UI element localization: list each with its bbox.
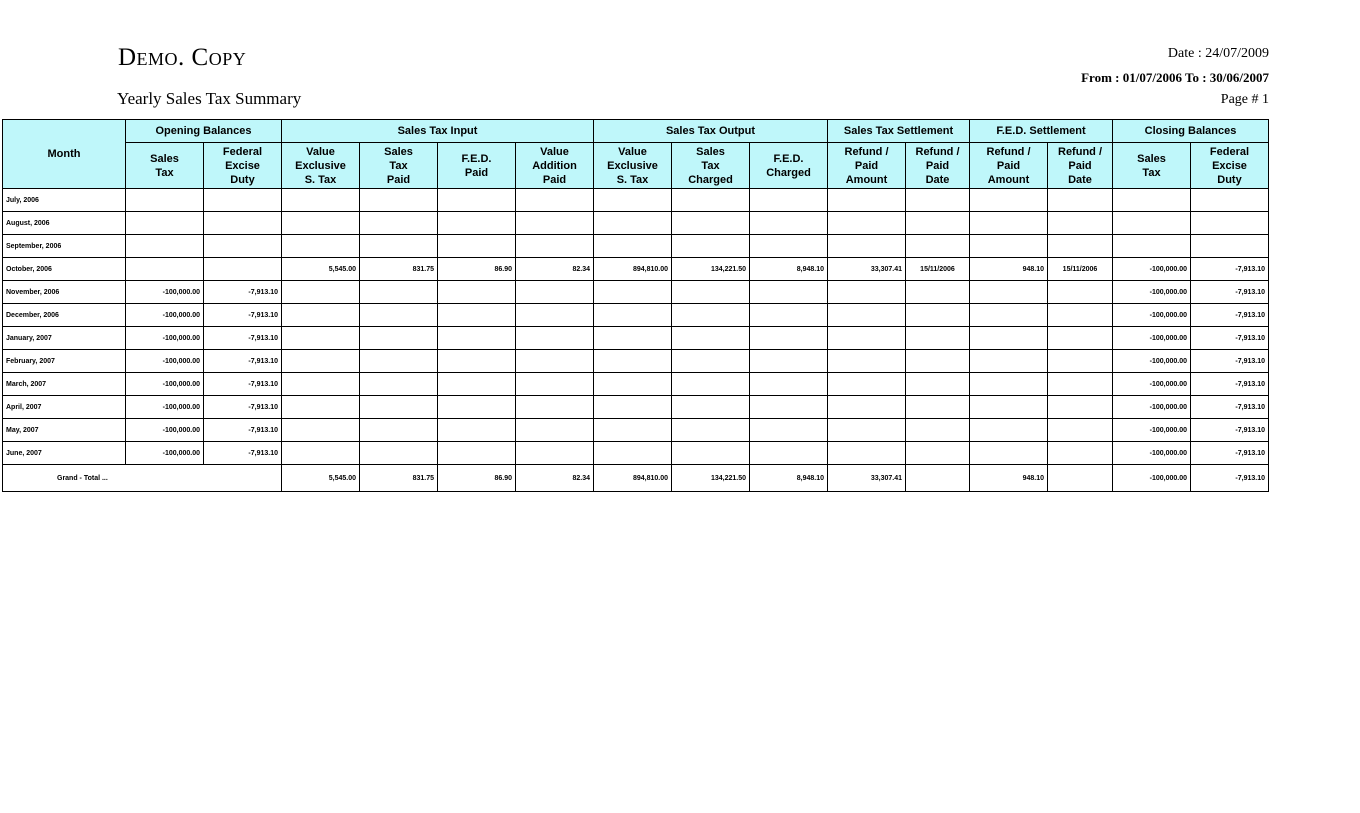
value-cell [516,304,594,327]
value-cell: -100,000.00 [1113,442,1191,465]
sub-header-line: Refund / [915,145,960,158]
value-cell: -100,000.00 [1113,350,1191,373]
value-cell [594,373,672,396]
value-cell [672,189,750,212]
sales-tax-settlement-header: Sales Tax Settlement [828,120,970,143]
sub-header-line: Tax [155,166,174,179]
value-cell [750,350,828,373]
company-name: Demo. Copy [118,44,247,71]
group-header-row [3,120,1269,143]
sub-header-cell [970,143,1048,189]
value-cell [750,281,828,304]
sub-header-cell [1113,143,1191,189]
value-cell [750,212,828,235]
value-cell [438,189,516,212]
value-cell [282,396,360,419]
table-row [3,281,1269,304]
table-row [3,442,1269,465]
sub-header-line: S. Tax [616,173,649,186]
value-cell [672,212,750,235]
value-cell [204,212,282,235]
month-cell: August, 2006 [3,212,126,235]
value-cell [126,189,204,212]
value-cell [360,396,438,419]
sub-header-cell [204,143,282,189]
value-cell [438,212,516,235]
sub-header-cell [906,143,970,189]
value-cell [126,212,204,235]
sub-header-line: Amount [987,173,1030,186]
value-cell: 86.90 [438,258,516,281]
value-cell [970,350,1048,373]
sub-header-line: Amount [845,173,888,186]
sub-header-line: Refund / [1058,145,1102,158]
month-cell: December, 2006 [3,304,126,327]
sub-header-cell [1048,143,1113,189]
report-period: From : 01/07/2006 To : 30/06/2007 [1081,70,1269,85]
value-cell: -7,913.10 [1191,350,1269,373]
sales-tax-input-header: Sales Tax Input [282,120,594,143]
total-value-cell: 948.10 [970,465,1048,492]
value-cell: 8,948.10 [750,258,828,281]
grand-total-label: Grand - Total ... [3,465,282,492]
value-cell: -7,913.10 [1191,396,1269,419]
sub-header-line: Excise [225,159,260,172]
value-cell [1048,396,1113,419]
value-cell [360,235,438,258]
value-cell: -7,913.10 [204,419,282,442]
sub-header-line: Paid [386,173,411,186]
value-cell [672,396,750,419]
value-cell [516,327,594,350]
table-row [3,258,1269,281]
table-row [3,350,1269,373]
value-cell: -7,913.10 [1191,442,1269,465]
value-cell [360,304,438,327]
value-cell [1048,235,1113,258]
value-cell [1191,189,1269,212]
sub-header-line: Tax [701,159,720,172]
value-cell [282,212,360,235]
sub-header-line: Charged [766,166,811,179]
value-cell [828,327,906,350]
value-cell [1048,442,1113,465]
value-cell [204,235,282,258]
table-row [3,373,1269,396]
value-cell [594,350,672,373]
value-cell: -7,913.10 [204,327,282,350]
value-cell: -100,000.00 [1113,396,1191,419]
sub-header-cell [828,143,906,189]
value-cell [828,235,906,258]
month-cell: May, 2007 [3,419,126,442]
value-cell [204,189,282,212]
value-cell [594,189,672,212]
value-cell [970,235,1048,258]
value-cell: -7,913.10 [204,442,282,465]
value-cell [750,304,828,327]
sub-header-line: F.E.D. [773,152,804,165]
value-cell [672,442,750,465]
value-cell [970,281,1048,304]
value-cell [516,212,594,235]
total-value-cell: 82.34 [516,465,594,492]
sub-header-line: Date [925,173,950,186]
value-cell [360,373,438,396]
value-cell [750,419,828,442]
value-cell [438,373,516,396]
value-cell: -100,000.00 [126,419,204,442]
value-cell [828,396,906,419]
value-cell [594,304,672,327]
value-cell [438,281,516,304]
value-cell [360,442,438,465]
report-title: Yearly Sales Tax Summary [117,89,302,108]
month-cell: January, 2007 [3,327,126,350]
table-row [3,327,1269,350]
value-cell [970,396,1048,419]
closing-balances-header: Closing Balances [1113,120,1269,143]
total-value-cell [1048,465,1113,492]
sub-header-line: Date [1068,173,1092,186]
total-value-cell: 33,307.41 [828,465,906,492]
sub-header-line: Value [618,145,647,158]
value-cell [438,304,516,327]
month-cell: October, 2006 [3,258,126,281]
value-cell: -7,913.10 [204,350,282,373]
value-cell [282,373,360,396]
total-value-cell: 134,221.50 [672,465,750,492]
sub-header-line: Paid [925,159,950,172]
sub-header-line: F.E.D. [461,152,492,165]
total-value-cell: 8,948.10 [750,465,828,492]
value-cell [828,212,906,235]
sub-header-line: Paid [464,166,489,179]
fed-settlement-header: F.E.D. Settlement [970,120,1113,143]
total-value-cell: 894,810.00 [594,465,672,492]
value-cell [360,327,438,350]
value-cell [970,189,1048,212]
value-cell: -7,913.10 [1191,304,1269,327]
value-cell [594,212,672,235]
value-cell: -7,913.10 [1191,281,1269,304]
sub-header-line: Refund / [844,145,889,158]
value-cell: -100,000.00 [126,304,204,327]
value-cell: -100,000.00 [1113,258,1191,281]
value-cell [282,419,360,442]
value-cell [828,373,906,396]
opening-balances-header: Opening Balances [126,120,282,143]
total-value-cell: 5,545.00 [282,465,360,492]
value-cell [906,396,970,419]
value-cell [1048,281,1113,304]
value-cell [1048,373,1113,396]
value-cell: -7,913.10 [1191,258,1269,281]
value-cell [126,235,204,258]
value-cell [282,442,360,465]
value-cell [906,235,970,258]
sub-header-line: Charged [688,173,733,186]
value-cell [438,235,516,258]
value-cell [750,442,828,465]
value-cell [1113,189,1191,212]
value-cell [906,327,970,350]
value-cell: -100,000.00 [126,396,204,419]
value-cell [906,350,970,373]
sub-header-line: Paid [996,159,1021,172]
value-cell: -7,913.10 [1191,373,1269,396]
value-cell: 5,545.00 [282,258,360,281]
sub-header-line: Sales [150,152,179,165]
value-cell: -100,000.00 [1113,373,1191,396]
value-cell: -100,000.00 [126,281,204,304]
sub-header-line: Paid [1068,159,1092,172]
value-cell [594,327,672,350]
value-cell [1048,327,1113,350]
value-cell [594,442,672,465]
value-cell [438,419,516,442]
sub-header-line: Exclusive [295,159,346,172]
value-cell [906,419,970,442]
sub-header-cell [594,143,672,189]
value-cell [360,212,438,235]
value-cell: -100,000.00 [126,327,204,350]
value-cell [1191,212,1269,235]
value-cell: 831.75 [360,258,438,281]
table-row [3,396,1269,419]
month-cell: November, 2006 [3,281,126,304]
sub-header-cell [282,143,360,189]
value-cell: 82.34 [516,258,594,281]
value-cell [906,442,970,465]
value-cell: -100,000.00 [126,373,204,396]
value-cell: -100,000.00 [1113,419,1191,442]
sub-header-line: Paid [854,159,879,172]
sub-header-line: Value [540,145,569,158]
sub-header-cell [360,143,438,189]
value-cell [438,442,516,465]
value-cell [516,419,594,442]
value-cell [970,212,1048,235]
month-cell: June, 2007 [3,442,126,465]
value-cell [516,442,594,465]
value-cell [750,235,828,258]
sub-header-cell [516,143,594,189]
sales-tax-output-header: Sales Tax Output [594,120,828,143]
sub-header-line: Refund / [986,145,1031,158]
page-number: Page # 1 [1220,92,1269,107]
value-cell [672,304,750,327]
value-cell: -100,000.00 [126,350,204,373]
sub-header-line: Duty [230,173,255,186]
value-cell [970,327,1048,350]
value-cell [516,373,594,396]
value-cell: -7,913.10 [204,373,282,396]
sub-header-line: Duty [1217,173,1242,186]
value-cell [594,235,672,258]
report-date: Date : 24/07/2009 [1167,46,1269,61]
sub-header-cell [438,143,516,189]
value-cell [516,281,594,304]
value-cell [672,235,750,258]
month-cell: July, 2006 [3,189,126,212]
sub-header-cell [672,143,750,189]
sub-header-line: Paid [542,173,567,186]
value-cell [438,396,516,419]
value-cell: -7,913.10 [204,396,282,419]
value-cell: -7,913.10 [1191,419,1269,442]
value-cell [906,212,970,235]
value-cell [1048,212,1113,235]
value-cell [672,419,750,442]
value-cell: -7,913.10 [204,304,282,327]
sub-header-line: Federal [1209,145,1250,158]
value-cell: 894,810.00 [594,258,672,281]
value-cell [906,189,970,212]
value-cell: 15/11/2006 [1048,258,1113,281]
value-cell [594,281,672,304]
value-cell [1113,212,1191,235]
month-cell: March, 2007 [3,373,126,396]
value-cell [828,419,906,442]
sub-header-line: Value [306,145,335,158]
value-cell [360,281,438,304]
value-cell [970,373,1048,396]
sub-header-row [3,143,1269,189]
value-cell [282,189,360,212]
value-cell [750,373,828,396]
sales-tax-summary-table [2,119,1269,492]
value-cell [672,373,750,396]
value-cell: -100,000.00 [126,442,204,465]
value-cell [516,396,594,419]
value-cell [282,350,360,373]
sub-header-cell [750,143,828,189]
total-value-cell [906,465,970,492]
value-cell [828,442,906,465]
table-row [3,212,1269,235]
total-value-cell: 831.75 [360,465,438,492]
value-cell [594,419,672,442]
table-row [3,189,1269,212]
value-cell [282,327,360,350]
value-cell [360,350,438,373]
value-cell [970,304,1048,327]
sub-header-line: Sales [696,145,725,158]
value-cell [1048,189,1113,212]
value-cell [360,419,438,442]
value-cell [1113,235,1191,258]
value-cell [360,189,438,212]
value-cell [282,304,360,327]
value-cell: 33,307.41 [828,258,906,281]
value-cell [282,235,360,258]
value-cell: 948.10 [970,258,1048,281]
value-cell: -7,913.10 [204,281,282,304]
value-cell [970,442,1048,465]
value-cell [750,327,828,350]
sub-header-line: Exclusive [607,159,658,172]
value-cell [126,258,204,281]
sub-header-line: Excise [1212,159,1247,172]
sub-header-cell [1191,143,1269,189]
table-row [3,235,1269,258]
table-row [3,304,1269,327]
sub-header-line: Addition [532,159,577,172]
month-column-header: Month [3,120,126,189]
value-cell [750,396,828,419]
value-cell: -100,000.00 [1113,327,1191,350]
month-cell: April, 2007 [3,396,126,419]
value-cell [906,304,970,327]
value-cell [204,258,282,281]
table-row [3,419,1269,442]
value-cell [282,281,360,304]
value-cell: 15/11/2006 [906,258,970,281]
total-value-cell: 86.90 [438,465,516,492]
value-cell: -100,000.00 [1113,281,1191,304]
total-value-cell: -7,913.10 [1191,465,1269,492]
value-cell: -100,000.00 [1113,304,1191,327]
value-cell [516,350,594,373]
month-cell: September, 2006 [3,235,126,258]
value-cell [516,189,594,212]
grand-total-row [3,465,1269,492]
month-cell: February, 2007 [3,350,126,373]
value-cell [672,350,750,373]
value-cell [828,304,906,327]
sub-header-line: S. Tax [304,173,337,186]
value-cell [1191,235,1269,258]
value-cell: 134,221.50 [672,258,750,281]
sub-header-line: Tax [1142,166,1161,179]
value-cell [672,327,750,350]
sub-header-line: Federal [222,145,263,158]
value-cell [1048,419,1113,442]
value-cell [516,235,594,258]
sub-header-line: Tax [389,159,408,172]
sub-header-cell [126,143,204,189]
value-cell [438,350,516,373]
value-cell [906,373,970,396]
value-cell [1048,350,1113,373]
value-cell: -7,913.10 [1191,327,1269,350]
value-cell [828,189,906,212]
value-cell [970,419,1048,442]
value-cell [828,350,906,373]
sub-header-line: Sales [1137,152,1166,165]
value-cell [1048,304,1113,327]
value-cell [594,396,672,419]
sub-header-line: Sales [384,145,413,158]
value-cell [438,327,516,350]
value-cell [672,281,750,304]
value-cell [750,189,828,212]
value-cell [828,281,906,304]
value-cell [906,281,970,304]
total-value-cell: -100,000.00 [1113,465,1191,492]
